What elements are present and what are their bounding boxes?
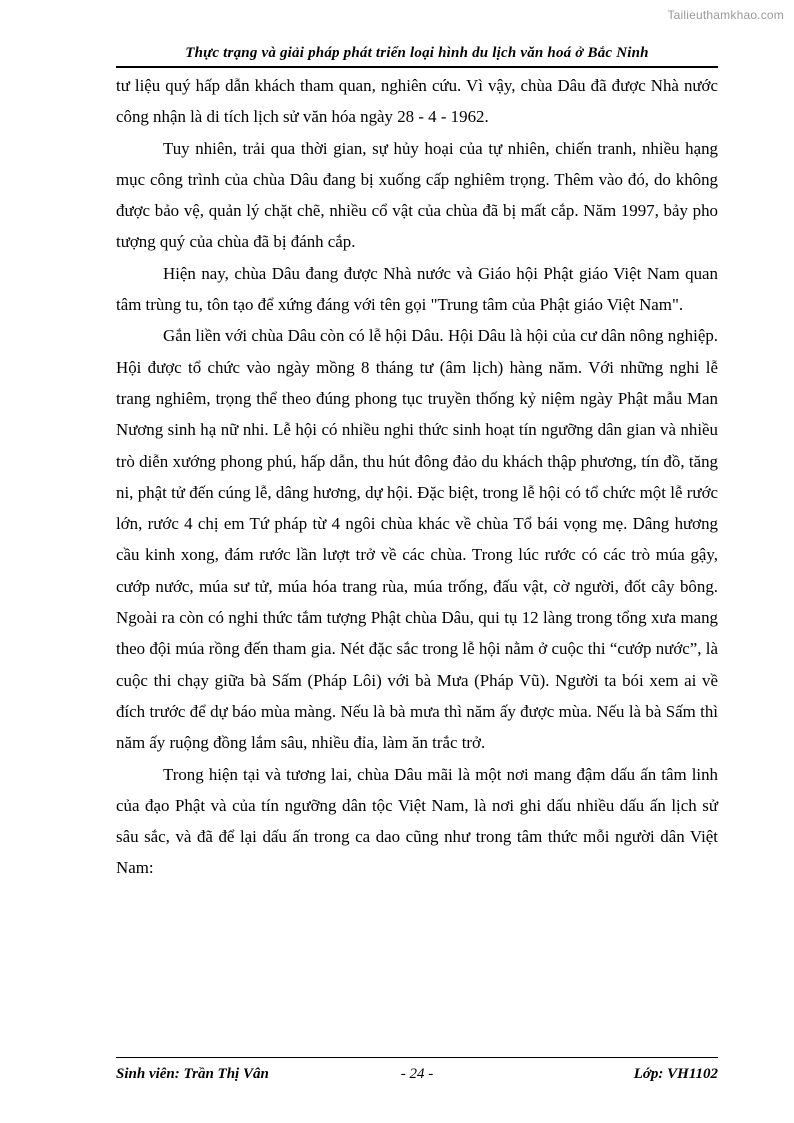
paragraph: tư liệu quý hấp dẫn khách tham quan, nghiên cứu. Vì vậy, chùa Dâu đã được Nhà nước công nhận là di tích lịch sử văn hóa ngày 28 - 4 - 1962. [116,76,718,127]
paragraph: Hiện nay, chùa Dâu đang được Nhà nước và Giáo hội Phật giáo Việt Nam quan tâm trùng tu, tôn tạo để xứng đáng với tên gọi "Trung tâm của Phật giáo Việt Nam". [116,263,718,315]
running-footer [116,1064,718,1084]
footer-page-number: - 24 - [400,1066,434,1082]
footer-divider [116,1057,718,1058]
footer-student: Sinh viên: Trần Thị Vân [116,1066,269,1082]
watermark: Tailieuthamkhao.com [667,8,784,22]
paragraph: Trong hiện tại và tương lai, chùa Dâu mãi là một nơi mang đậm dấu ấn tâm linh của đạo Phật và của tín ngưỡng dân tộc Việt Nam, là nơi ghi dấu nhiều dấu ấn lịch sử sâu sắc, và đã để lại dấu ấn trong ca dao cũng như trong tâm thức mỗi người dân Việt Nam: [116,764,718,878]
footer-class: Lớp: VH1102 [633,1066,718,1082]
body-text [116,70,718,884]
paragraph: Tuy nhiên, trải qua thời gian, sự hủy hoại của tự nhiên, chiến tranh, nhiều hạng mục công trình của chùa Dâu đang bị xuống cấp nghiêm trọng. Thêm vào đó, do không được bảo vệ, quản lý chặt chẽ, nhiều cổ vật của chùa đã bị mất cắp. Năm 1997, bảy pho tượng quý của chùa đã bị đánh cắp. [116,138,718,252]
running-header: Thực trạng và giải pháp phát triển loại hình du lịch văn hoá ở Bắc Ninh [185,45,649,61]
paragraph: Gắn liền với chùa Dâu còn có lễ hội Dâu. Hội Dâu là hội của cư dân nông nghiệp. Hội được tổ chức vào ngày mồng 8 tháng tư (âm lịch) hàng năm. Với những nghi lễ trang nghiêm, trọng thể theo đúng phong tục truyền thống kỷ niệm ngày Phật mẫu Man Nương sinh hạ nữ nhi. Lễ hội có nhiều nghi thức sinh hoạt tín ngưỡng dân gian và nhiều trò diễn xướng phong phú, hấp dẫn, thu hút đông đảo du khách thập phương, tín đồ, tăng ni, phật tử đến cúng lễ, dâng hương, dự hội. Đặc biệt, trong lễ hội có tổ chức một lễ rước lớn, rước 4 chị em Tứ pháp từ 4 ngôi chùa khác về chùa Tổ bái vọng mẹ. Dâng hương cầu kinh xong, đám rước lần lượt trở về các chùa. Trong lúc rước có các trò múa gậy, cướp nước, múa sư tử, múa hóa trang rùa, múa trống, đấu vật, cờ người, đốt cây bông. Ngoài ra còn có nghi thức tắm tượng Phật chùa Dâu, qui tụ 12 làng trong tổng xưa mang theo đội múa rồng đến tham gia. Nét đặc sắc trong lễ hội nằm ở cuộc thi “cướp nước”, là cuộc thi chạy giữa bà Sấm (Pháp Lôi) với bà Mưa (Pháp Vũ). Người ta bói xem ai về đích trước để dự báo mùa màng. Nếu là bà mưa thì năm ấy được mùa. Nếu là bà Sấm thì năm ấy ruộng đồng lắm sâu, nhiều đỉa, làm ăn trắc trở. [116,326,718,753]
header-divider [116,66,718,68]
